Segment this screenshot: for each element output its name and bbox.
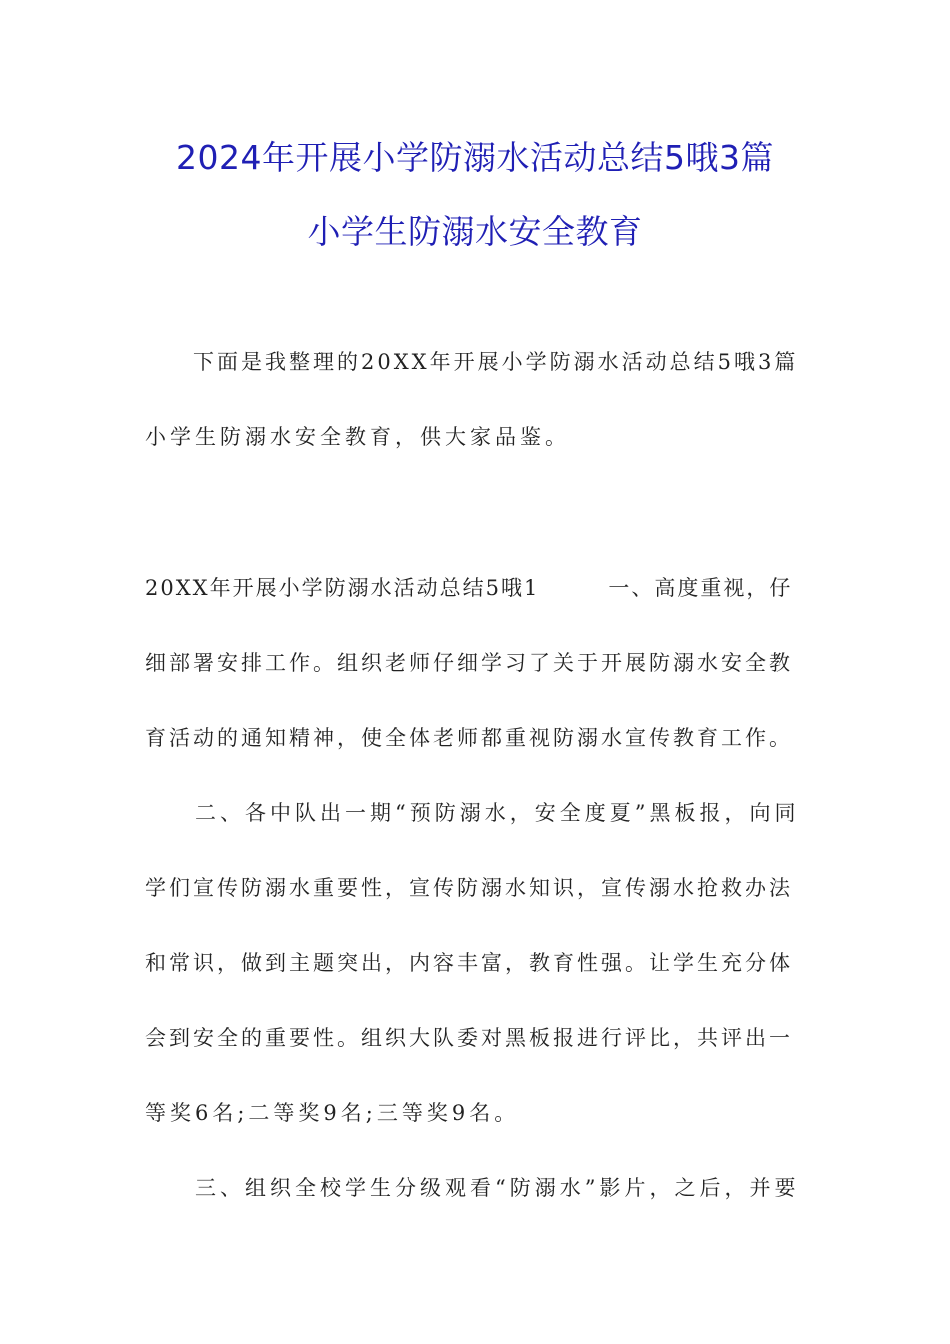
paragraph-line: 和常识，做到主题突出，内容丰富，教育性强。让学生充分体 [145,951,793,975]
paragraph-line: 20XX年开展小学防溺水活动总结5哦1 一、高度重视，仔 [145,576,793,600]
document-title-line-2: 小学生防溺水安全教育 [307,212,643,251]
paragraph-line: 学们宣传防溺水重要性，宣传防溺水知识，宣传溺水抢救办法 [145,876,793,900]
paragraph-line: 小学生防溺水安全教育，供大家品鉴。 [145,425,570,449]
paragraph-line: 细部署安排工作。组织老师仔细学习了关于开展防溺水安全教 [145,651,793,675]
paragraph-line: 二、各中队出一期“预防溺水，安全度夏”黑板报，向同 [145,801,800,825]
paragraph-line: 育活动的通知精神，使全体老师都重视防溺水宣传教育工作。 [145,726,793,750]
document-title-line-1: 2024年开展小学防溺水活动总结5哦3篇 [176,138,774,177]
paragraph-line: 下面是我整理的20XX年开展小学防溺水活动总结5哦3篇 [145,350,799,374]
paragraph-line: 会到安全的重要性。组织大队委对黑板报进行评比，共评出一 [145,1026,793,1050]
paragraph-line: 三、组织全校学生分级观看“防溺水”影片，之后，并要 [145,1176,800,1200]
paragraph-line: 等奖6名;二等奖9名;三等奖9名。 [145,1101,520,1125]
